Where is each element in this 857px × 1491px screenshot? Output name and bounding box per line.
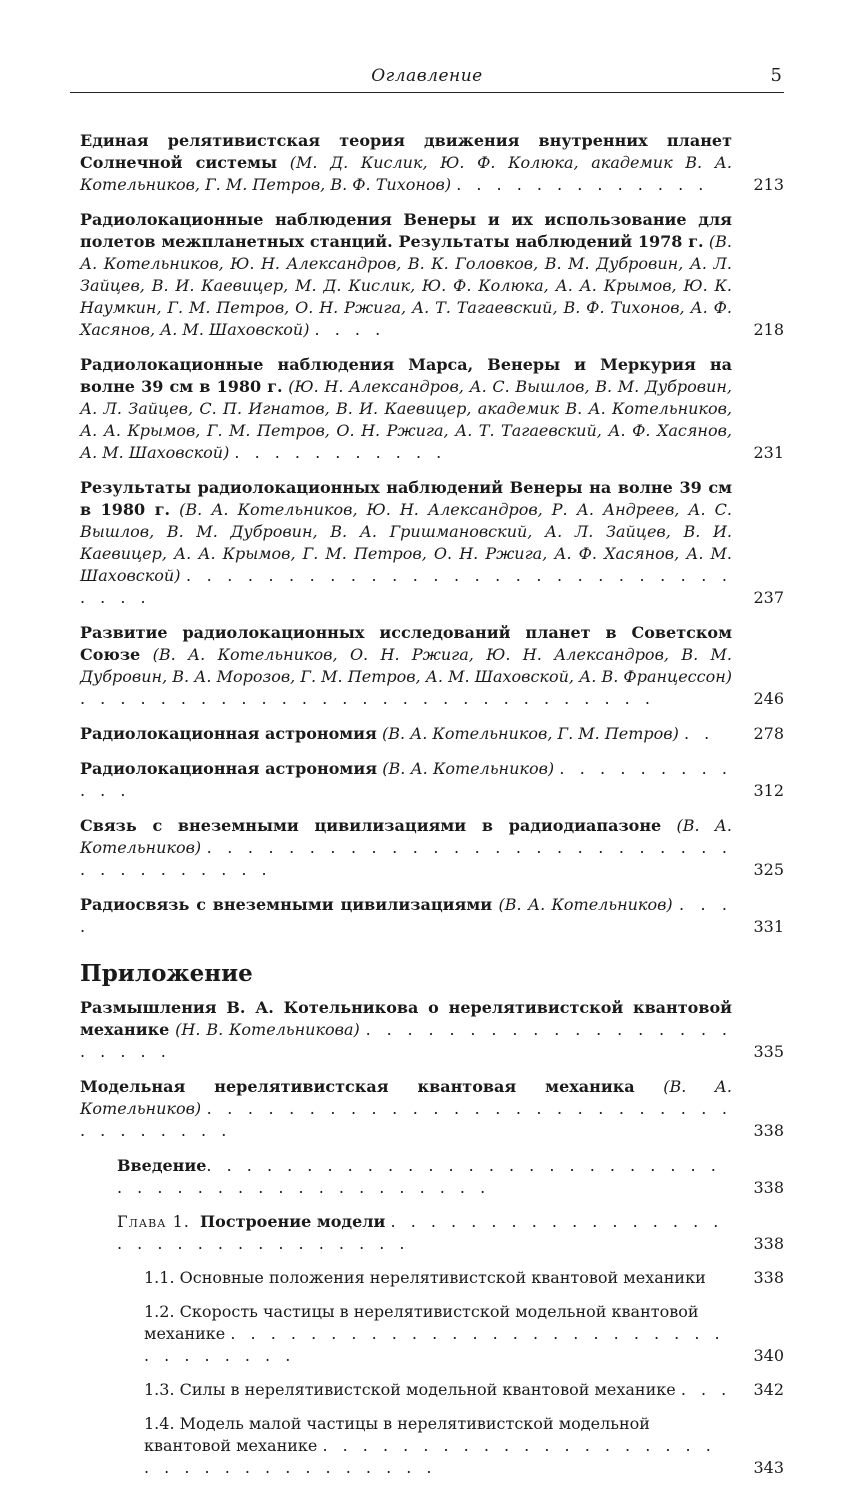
entry-title: Размышления В. А. Котельникова о нерелятивистской квантовой механике (80, 998, 732, 1039)
toc-subsection (80, 1267, 784, 1289)
toc-subsection: 1.3. Силы в нерелятивистской модельной квантовой механике . . . 342 (144, 1380, 784, 1399)
toc-entry: Связь с внеземными цивилизациями в радиодиапазоне (В. А. Котельников) . . . . . . . . . . . . . . . . . . . . . . . . . . . . . . . . . . . . 325 (80, 816, 784, 879)
entry-authors: (В. А. Котельников, Ю. Н. Александров, В. К. Головков, В. М. Дубровин, А. Л. Зайцев, В. И. Каевицер, М. Д. Кислик, Ю. Ф. Колюка, А. А. Крымов, Ю. К. Наумкин, Г. М. Петров, О. Н. Ржига, А. Т. Тагаевский, В. Ф. Тихонов, А. Ф. Хасянов, А. М. Шаховской) (80, 232, 733, 339)
entry-page: 338 (753, 1234, 784, 1253)
subsection-text: 1.3. Силы в нерелятивистской модельной квантовой механике (144, 1380, 676, 1399)
entry-page: 338 (753, 1121, 784, 1140)
chapter-label: Глава 1. (117, 1212, 190, 1231)
entry-authors: (М. Д. Кислик, Ю. Ф. Колюка, академик В. А. Котельников, Г. М. Петров, В. Ф. Тихонов) (80, 153, 732, 194)
toc-entry: Результаты радиолокационных наблюдений Венеры на волне 39 см в 1980 г. (В. А. Котельников, Ю. Н. Александров, Р. А. Андреев, А. С. Вышлов, В. М. Дубровин, В. А. Гришмановский, А. Л. Зайцев, В. И. Каевицер, А. А. Крымов, Г. М. Петров, О. Н. Ржига, А. Ф. Хасянов, А. М. Шаховской) . . . . . . . . . . . . . . . . . . . . . . . . . . . . . . . 237 (80, 478, 784, 607)
entry-page: 338 (753, 1268, 784, 1287)
section-heading: Приложение (80, 960, 253, 987)
toc-entry: Единая релятивистская теория движения внутренних планет Солнечной системы (М. Д. Кислик, Ю. Ф. Колюка, академик В. А. Котельников, Г. М. Петров, В. Ф. Тихонов) . . . . . . . . . . . . . 213 (80, 131, 784, 194)
entry-page: 278 (753, 724, 784, 743)
entry-page: 335 (753, 1042, 784, 1061)
entry-page: 340 (753, 1346, 784, 1365)
entry-title: Результаты радиолокационных наблюдений Венеры на волне 39 см в 1980 г. (80, 478, 732, 519)
intro-title: Введение (117, 1156, 207, 1175)
toc-entry: Радиолокационная астрономия (В. А. Котельников) . . . . . . . . . . . . 312 (80, 759, 784, 800)
entry-authors: (В. А. Котельников, О. Н. Ржига, Ю. Н. Александров, В. М. Дубровин, В. А. Морозов, Г. М. Петров, А. М. Шаховской, А. В. Францессон) (80, 645, 733, 686)
entry-page: 231 (753, 443, 784, 462)
toc-entry: Модельная нерелятивистская квантовая механика (В. А. Котельников) . . . . . . . . . . . . . . . . . . . . . . . . . . . . . . . . . . 338 (80, 1077, 784, 1140)
chapter-title: Построение модели (200, 1212, 386, 1231)
entry-page: 237 (753, 588, 784, 607)
entry-title: Развитие радиолокационных исследований планет в Советском Союзе (80, 623, 732, 664)
entry-page: 213 (753, 175, 784, 194)
toc-entry: Развитие радиолокационных исследований планет в Советском Союзе (В. А. Котельников, О. Н. Ржига, Ю. Н. Александров, В. М. Дубровин, В. А. Морозов, Г. М. Петров, А. М. Шаховской, А. В. Францессон) . . . . . . . . . . . . . . . . . . . . . . . . . . . . . 246 (80, 623, 784, 708)
entry-title: Модельная нерелятивистская квантовая механика (80, 1077, 635, 1096)
entry-page: 325 (753, 860, 784, 879)
entry-authors: (Ю. Н. Александров, А. С. Вышлов, В. М. Дубровин, А. Л. Зайцев, С. П. Игнатов, В. И. Каевицер, академик В. А. Котельников, А. А. Крымов, Г. М. Петров, О. Н. Ржига, А. Т. Тагаевский, А. Ф. Хасянов, А. М. Шаховской) (80, 377, 733, 462)
page-number: 5 (770, 65, 782, 86)
entry-authors: (В. А. Котельников) (80, 1077, 733, 1118)
entry-authors: (В. А. Котельников) (80, 816, 732, 857)
entry-title: Радиолокационные наблюдения Марса, Венеры и Меркурия на волне 39 см в 1980 г. (80, 355, 732, 396)
entry-page: 342 (753, 1380, 784, 1399)
entry-title: Радиолокационные наблюдения Венеры и их использование для полетов межпланетных станций. Результаты наблюдений 1978 г. (80, 210, 732, 251)
entry-page: 338 (753, 1178, 784, 1197)
entry-authors: (Н. В. Котельникова) (175, 1020, 360, 1039)
subsection-text: 1.2. Скорость частицы в нерелятивистской модельной квантовой механике (144, 1302, 699, 1343)
entry-page: 246 (753, 689, 784, 708)
table-of-contents (80, 130, 784, 1491)
entry-title: Радиосвязь с внеземными цивилизациями (80, 895, 493, 914)
toc-entry: Радиолокационная астрономия (В. А. Котельников, Г. М. Петров) . . 278 (80, 724, 784, 743)
running-header (70, 64, 784, 93)
subsection-text: 1.4. Модель малой частицы в нерелятивистской модельной квантовой механике (144, 1414, 650, 1455)
entry-page: 331 (753, 917, 784, 936)
entry-authors: (В. А. Котельников, Г. М. Петров) (381, 724, 679, 743)
entry-title: Радиолокационная астрономия (80, 724, 377, 743)
entry-title: Связь с внеземными цивилизациями в радиодиапазоне (80, 816, 662, 835)
entry-title: Единая релятивистская теория движения внутренних планет Солнечной системы (80, 131, 732, 172)
toc-subsection: 1.4. Модель малой частицы в нерелятивистской модельной квантовой механике . . . . . . . . . . . . . . . . . . . . . . . . . . . . . . . . . . . 343 (144, 1414, 784, 1477)
entry-authors: (В. А. Котельников, Ю. Н. Александров, Р. А. Андреев, А. С. Вышлов, В. М. Дубровин, В. А. Гришмановский, А. Л. Зайцев, В. И. Каевицер, А. А. Крымов, Г. М. Петров, О. Н. Ржига, А. Ф. Хасянов, А. М. Шаховской) (80, 500, 732, 585)
toc-intro: Введение. . . . . . . . . . . . . . . . . . . . . . . . . . . . . . . . . . . . . . . . . . . . . 338 (117, 1156, 784, 1197)
toc-subsection: 1.2. Скорость частицы в нерелятивистской модельной квантовой механике . . . . . . . . . . . . . . . . . . . . . . . . . . . . . . . . . 340 (144, 1302, 784, 1365)
toc-entry: Радиолокационные наблюдения Венеры и их использование для полетов межпланетных станций. Результаты наблюдений 1978 г. (В. А. Котельников, Ю. Н. Александров, В. К. Головков, В. М. Дубровин, А. Л. Зайцев, В. И. Каевицер, М. Д. Кислик, Ю. Ф. Колюка, А. А. Крымов, Ю. К. Наумкин, Г. М. Петров, О. Н. Ржига, А. Т. Тагаевский, В. Ф. Тихонов, А. Ф. Хасянов, А. М. Шаховской) . . . . 218 (80, 210, 784, 339)
entry-title: Радиолокационная астрономия (80, 759, 378, 778)
header-title: Оглавление (371, 66, 483, 86)
toc-entry: Радиосвязь с внеземными цивилизациями (В. А. Котельников) . . . . 331 (80, 895, 784, 936)
toc-entry: Размышления В. А. Котельникова о нерелятивистской квантовой механике (Н. В. Котельникова) . . . . . . . . . . . . . . . . . . . . . . . 335 (80, 998, 784, 1061)
toc-entry: Радиолокационные наблюдения Марса, Венеры и Меркурия на волне 39 см в 1980 г. (Ю. Н. Александров, А. С. Вышлов, В. М. Дубровин, А. Л. Зайцев, С. П. Игнатов, В. И. Каевицер, академик В. А. Котельников, А. А. Крымов, Г. М. Петров, О. Н. Ржига, А. Т. Тагаевский, А. Ф. Хасянов, А. М. Шаховской) . . . . . . . . . . . 231 (80, 355, 784, 462)
entry-page: 343 (753, 1458, 784, 1477)
subsection-text: 1.1. Основные положения нерелятивистской квантовой механики (144, 1268, 706, 1287)
entry-page: 312 (753, 781, 784, 800)
entry-page: 218 (753, 320, 784, 339)
entry-authors: (В. А. Котельников) (382, 759, 555, 778)
toc-chapter: Глава 1. Построение модели . . . . . . . . . . . . . . . . . . . . . . . . . . . . . . . . 338 (117, 1212, 784, 1253)
entry-authors: (В. А. Котельников) (498, 895, 673, 914)
